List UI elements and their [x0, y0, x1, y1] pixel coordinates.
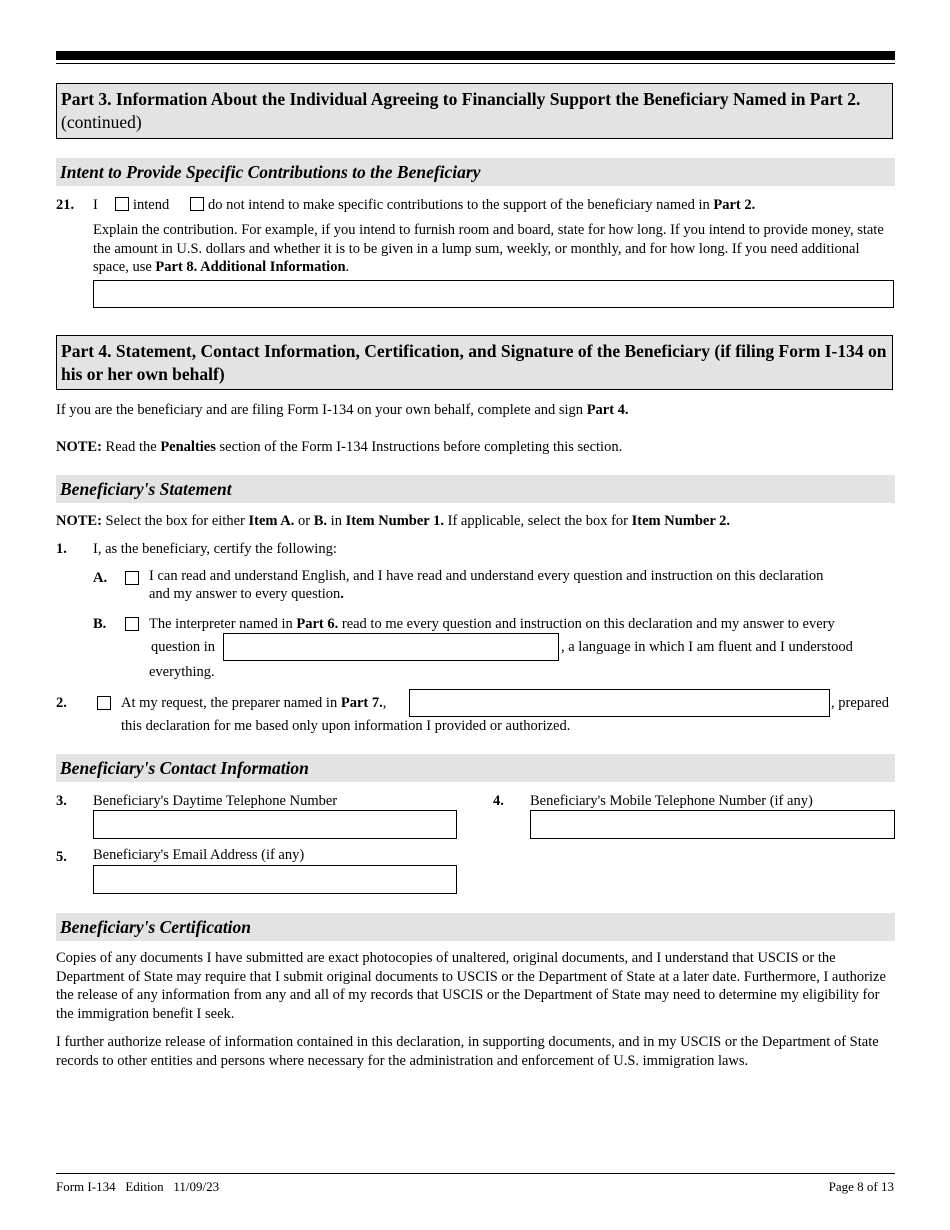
contribution-explanation-input[interactable]	[93, 280, 894, 308]
intent-section-heading: Intent to Provide Specific Contributions to the Beneficiary	[56, 158, 895, 186]
statement-note	[56, 512, 730, 530]
part6-ref: Part 6.	[296, 616, 339, 632]
item1b-after: , a language in which I am fluent and I understood	[561, 639, 853, 655]
footer-page-number: Page 8 of 13	[828, 1179, 894, 1194]
statement-note-t2: or	[294, 513, 311, 529]
footer-rule	[56, 1173, 895, 1174]
item1a-line1: I can read and understand English, and I have read and understand every question and instruction on this declaration	[149, 568, 824, 584]
item2-number: 2.	[56, 695, 67, 711]
email-input[interactable]	[93, 865, 457, 894]
explanation-end: .	[345, 259, 350, 276]
intend-label: intend	[133, 197, 170, 213]
daytime-phone-input[interactable]	[93, 810, 457, 839]
header-thick-rule	[56, 51, 895, 60]
part3-title: Part 3. Information About the Individual Agreeing to Financially Support the Beneficiary Named in Part 2.	[61, 89, 861, 109]
part4-intro-text: If you are the beneficiary and are filing Form I-134 on your own behalf, complete and sign	[56, 402, 584, 418]
item1a-checkbox[interactable]	[125, 571, 139, 585]
item-a-ref: Item A.	[248, 513, 295, 529]
part3-continued: (continued)	[61, 112, 142, 132]
item-b-ref: B.	[313, 513, 328, 529]
item1a-line2-text: and my answer to every question	[149, 586, 341, 602]
item1a-line2-end: .	[340, 586, 344, 602]
header-thin-rule	[56, 63, 895, 64]
part2-ref: Part 2.	[713, 197, 756, 213]
part7-ref: Part 7.	[340, 695, 383, 711]
penalties-ref: Penalties	[160, 439, 216, 455]
contact-heading: Beneficiary's Contact Information	[56, 754, 895, 782]
part4-note	[56, 438, 622, 456]
mobile-phone-label: Beneficiary's Mobile Telephone Number (if any)	[530, 793, 813, 809]
intend-checkbox[interactable]	[115, 197, 129, 211]
item1b-everything: everything.	[149, 664, 215, 680]
item4-number: 4.	[493, 793, 504, 809]
certification-paragraph-2: I further authorize release of information contained in this declaration, in supporting documents, and in my USCIS or the Department of State records to other entities and persons where necessary for the administration and enforcement of U.S. immigration laws.	[56, 1034, 879, 1069]
item3-number: 3.	[56, 793, 67, 809]
item1-text: I, as the beneficiary, certify the following:	[93, 541, 337, 557]
note-post: section of the Form I-134 Instructions before completing this section.	[215, 439, 623, 455]
item5-number: 5.	[56, 849, 67, 865]
item21-number: 21.	[56, 197, 75, 213]
note-label: NOTE:	[56, 439, 102, 455]
item1-number: 1.	[56, 541, 67, 557]
part8-ref: Part 8. Additional Information	[155, 259, 346, 276]
item1b-checkbox[interactable]	[125, 617, 139, 631]
do-not-intend-text: do not intend to make specific contributions to the support of the beneficiary named in	[208, 197, 710, 213]
statement-heading: Beneficiary's Statement	[56, 475, 895, 503]
item1b-question-in: question in	[151, 639, 216, 655]
interpreter-language-input[interactable]	[223, 633, 559, 661]
preparer-name-input[interactable]	[409, 689, 830, 717]
item2-line1	[121, 694, 386, 712]
do-not-intend-label	[208, 196, 755, 214]
item1b-t2: read to me every question and instruction on this declaration and my answer to every	[338, 616, 835, 632]
certification-paragraph-1: Copies of any documents I have submitted are exact photocopies of unaltered, original documents, and I understand that USCIS or the Department of State may require that I submit original documents to USCIS or the Department of State at a later date. Furthermore, I authorize the release of any information from any and all of my records that USCIS or the Department of State may need to determine my eligibility for the immigration benefit I seek.	[56, 950, 886, 1023]
item21-explanation	[93, 221, 888, 277]
statement-note-label: NOTE:	[56, 513, 102, 529]
certification-heading: Beneficiary's Certification	[56, 913, 895, 941]
item2-checkbox[interactable]	[97, 696, 111, 710]
part4-intro	[56, 401, 629, 419]
item1b-label: B.	[93, 616, 107, 632]
explanation-text: Explain the contribution. For example, if you intend to furnish room and board, state for how long. If you intend to provide money, state the amount in U.S. dollars and whether it is to be given in a lump sum, weekly, or monthly, and for how long. If you need additional space, use	[93, 222, 884, 276]
note-pre: Read the	[101, 439, 157, 455]
item1a-label: A.	[93, 570, 108, 586]
mobile-phone-input[interactable]	[530, 810, 895, 839]
item2-t1: At my request, the preparer named in	[121, 695, 338, 711]
item2-line2: this declaration for me based only upon information I provided or authorized.	[121, 718, 571, 734]
daytime-phone-label: Beneficiary's Daytime Telephone Number	[93, 793, 338, 809]
statement-note-t1: Select the box for either	[101, 513, 245, 529]
item-number-1-ref: Item Number 1.	[345, 513, 444, 529]
statement-note-t4: If applicable, select the box for	[443, 513, 628, 529]
item-number-2-ref: Item Number 2.	[631, 513, 731, 529]
item1b-line1	[149, 615, 835, 633]
part4-ref: Part 4.	[586, 402, 629, 418]
do-not-intend-checkbox[interactable]	[190, 197, 204, 211]
item2-after: , prepared	[831, 695, 889, 711]
statement-note-t3: in	[327, 513, 342, 529]
item2-comma: ,	[382, 695, 387, 711]
item1b-t1: The interpreter named in	[149, 616, 293, 632]
part4-header: Part 4. Statement, Contact Information, Certification, and Signature of the Beneficiary (if filing Form I-134 on his or her own behalf)	[56, 335, 893, 390]
item1a-line2	[149, 585, 344, 603]
part3-header	[56, 83, 893, 139]
item21-prefix: I	[93, 197, 98, 213]
footer-form-edition: Form I-134 Edition 11/09/23	[56, 1179, 220, 1194]
email-label: Beneficiary's Email Address (if any)	[93, 847, 305, 863]
